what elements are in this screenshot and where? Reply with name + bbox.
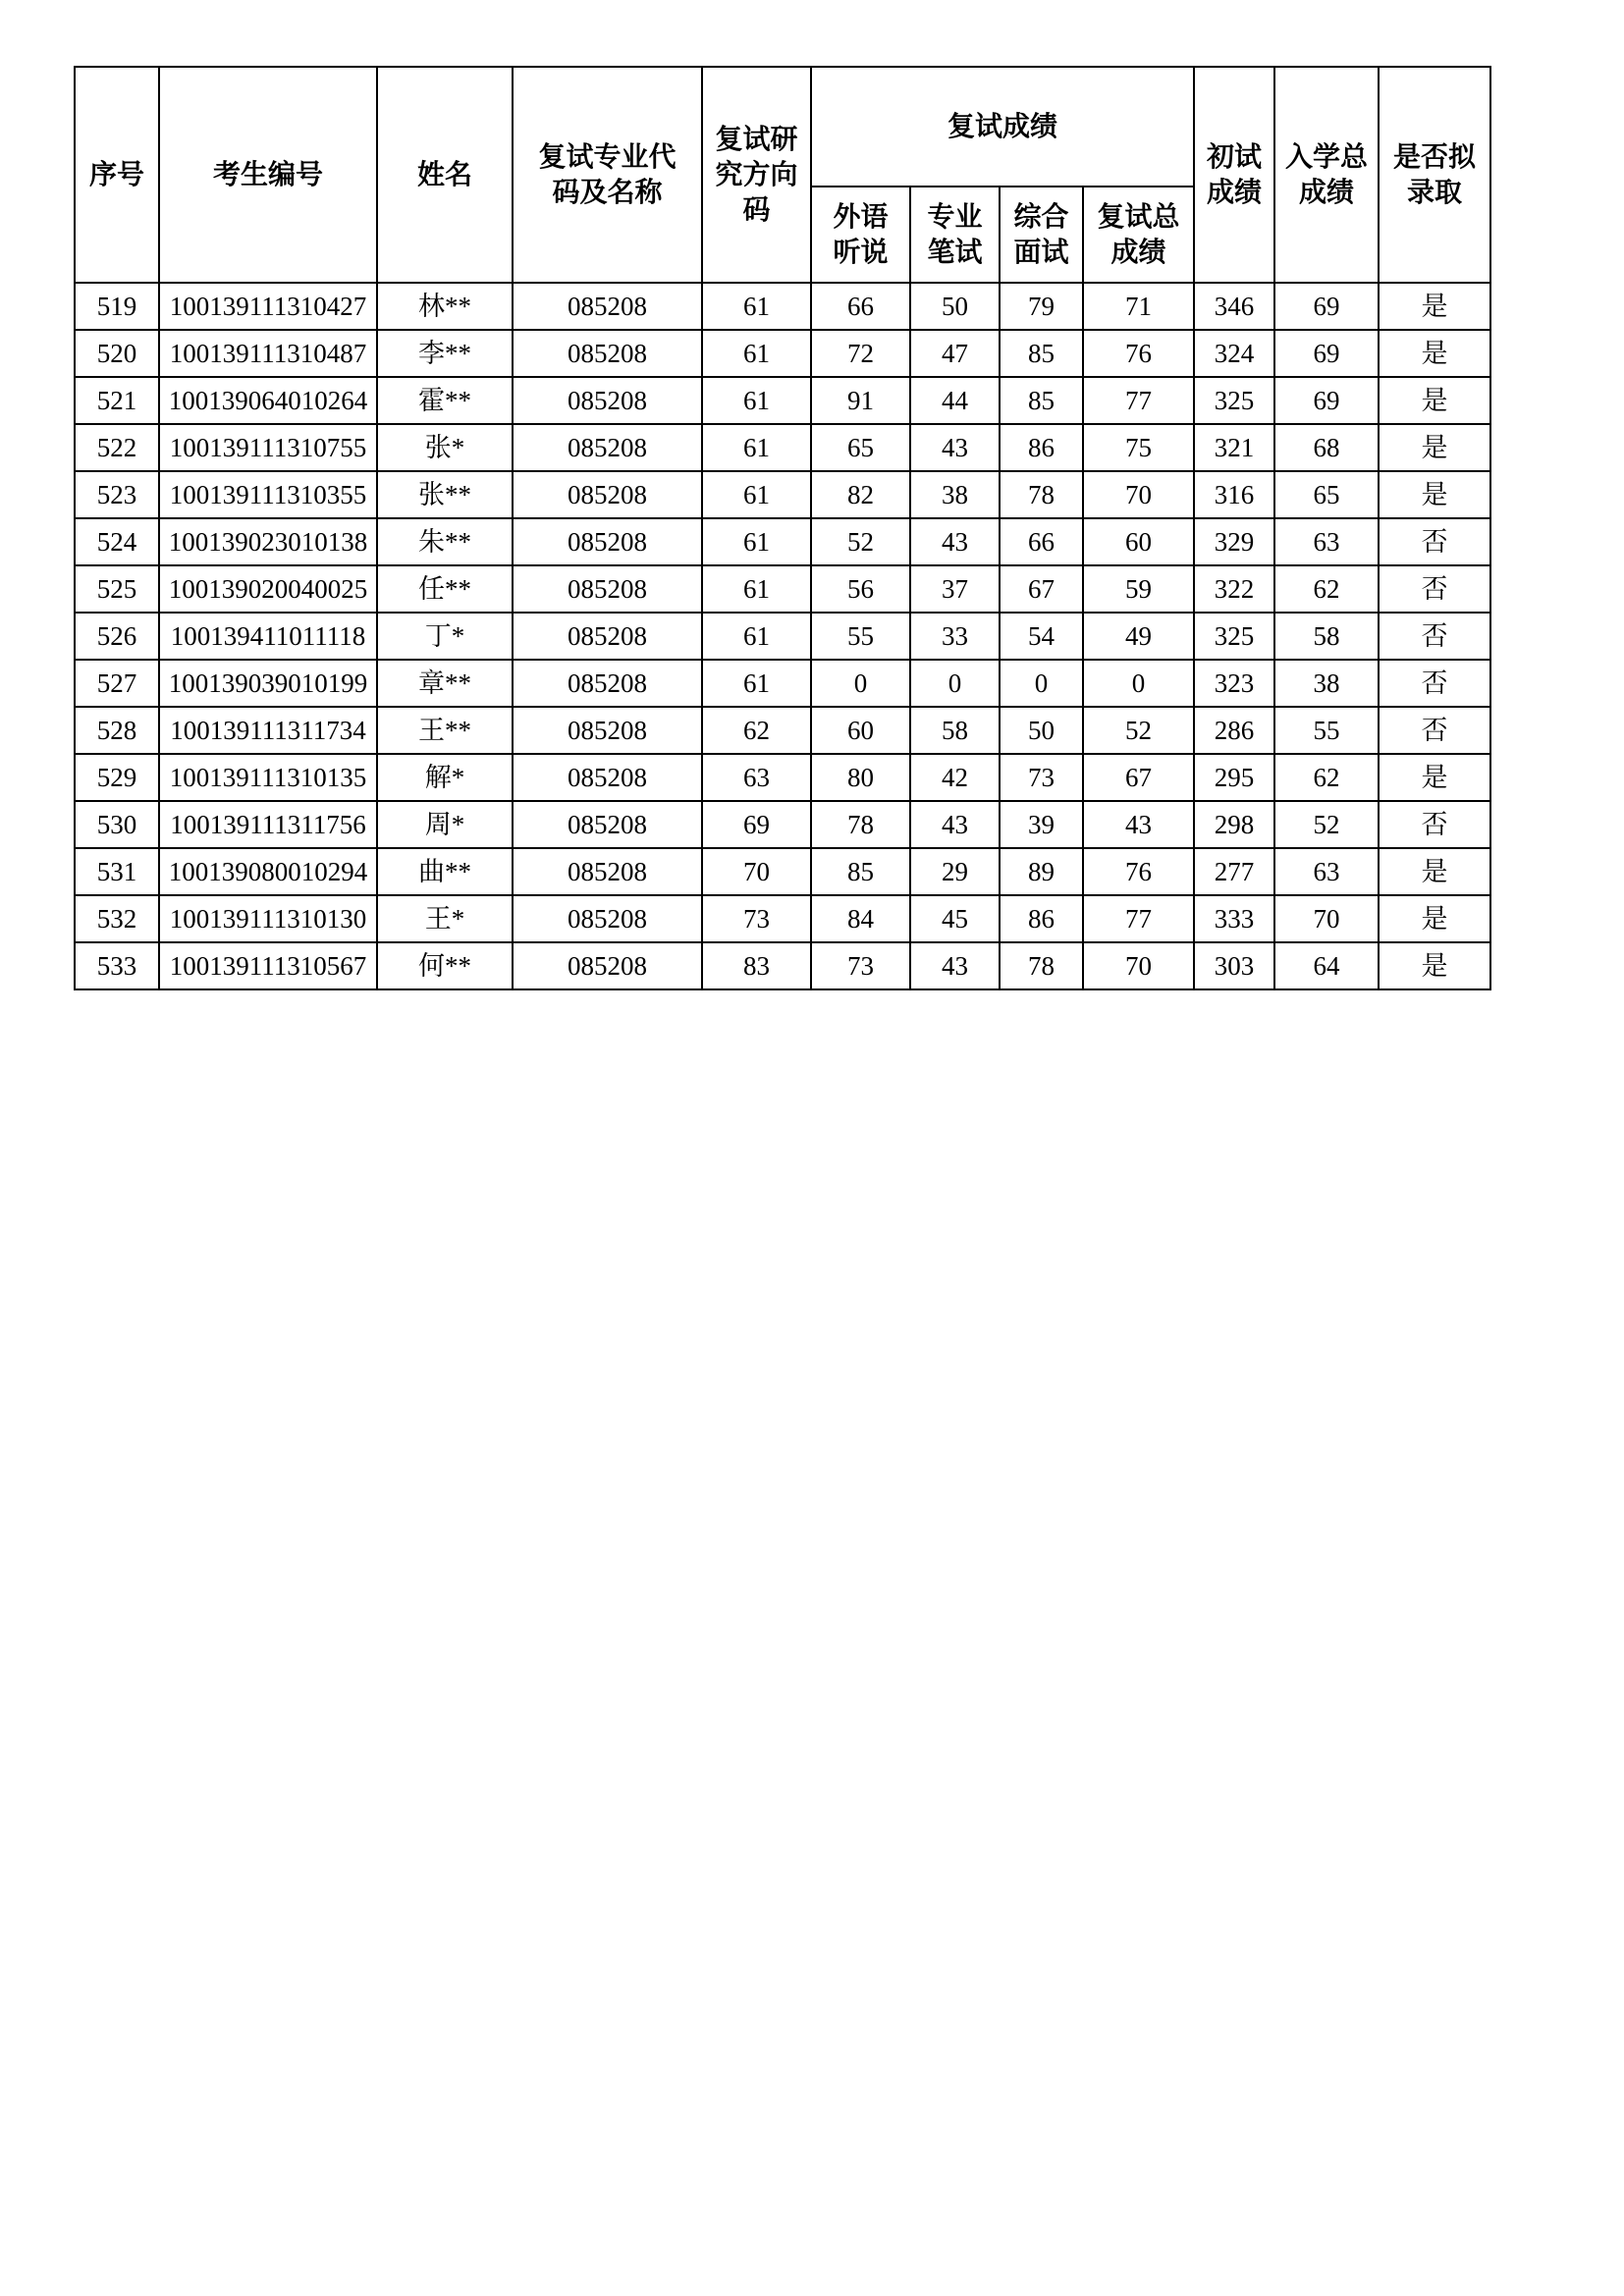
initial-cell: 324 xyxy=(1194,330,1274,377)
table-row xyxy=(75,471,1490,518)
name-cell: 林** xyxy=(377,283,513,330)
admit-cell: 是 xyxy=(1379,942,1490,989)
major-cell: 085208 xyxy=(513,895,702,942)
admission-total-cell: 69 xyxy=(1274,330,1379,377)
initial-cell: 322 xyxy=(1194,565,1274,613)
name-cell: 李** xyxy=(377,330,513,377)
major-cell: 085208 xyxy=(513,283,702,330)
written-cell: 58 xyxy=(910,707,1000,754)
admission-score-table xyxy=(74,66,1491,990)
interview-cell: 79 xyxy=(1000,283,1083,330)
table-row xyxy=(75,330,1490,377)
interview-cell: 50 xyxy=(1000,707,1083,754)
admit-cell: 是 xyxy=(1379,283,1490,330)
admit-cell: 是 xyxy=(1379,377,1490,424)
written-cell: 43 xyxy=(910,942,1000,989)
interview-cell: 0 xyxy=(1000,660,1083,707)
name-cell: 周* xyxy=(377,801,513,848)
admission-total-cell: 69 xyxy=(1274,377,1379,424)
written-cell: 42 xyxy=(910,754,1000,801)
name-cell: 丁* xyxy=(377,613,513,660)
interview-cell: 39 xyxy=(1000,801,1083,848)
retest-total-cell: 77 xyxy=(1083,895,1194,942)
exam-id-cell: 100139111310427 xyxy=(159,283,377,330)
seq-cell: 528 xyxy=(75,707,159,754)
interview-cell: 78 xyxy=(1000,942,1083,989)
interview-cell: 85 xyxy=(1000,377,1083,424)
header-retest-group: 复试成绩 xyxy=(811,67,1194,187)
interview-cell: 78 xyxy=(1000,471,1083,518)
foreign-cell: 56 xyxy=(811,565,910,613)
direction-cell: 62 xyxy=(702,707,811,754)
retest-total-cell: 59 xyxy=(1083,565,1194,613)
admission-total-cell: 68 xyxy=(1274,424,1379,471)
foreign-cell: 85 xyxy=(811,848,910,895)
foreign-cell: 55 xyxy=(811,613,910,660)
table-row xyxy=(75,942,1490,989)
initial-cell: 323 xyxy=(1194,660,1274,707)
admit-cell: 否 xyxy=(1379,565,1490,613)
admission-total-cell: 62 xyxy=(1274,565,1379,613)
foreign-cell: 52 xyxy=(811,518,910,565)
seq-cell: 520 xyxy=(75,330,159,377)
seq-cell: 529 xyxy=(75,754,159,801)
admission-total-cell: 55 xyxy=(1274,707,1379,754)
seq-cell: 533 xyxy=(75,942,159,989)
admission-total-cell: 52 xyxy=(1274,801,1379,848)
retest-total-cell: 52 xyxy=(1083,707,1194,754)
seq-cell: 526 xyxy=(75,613,159,660)
major-cell: 085208 xyxy=(513,801,702,848)
seq-cell: 531 xyxy=(75,848,159,895)
major-cell: 085208 xyxy=(513,424,702,471)
admission-total-cell: 63 xyxy=(1274,518,1379,565)
table-row xyxy=(75,754,1490,801)
direction-cell: 69 xyxy=(702,801,811,848)
major-cell: 085208 xyxy=(513,707,702,754)
major-cell: 085208 xyxy=(513,942,702,989)
retest-total-cell: 75 xyxy=(1083,424,1194,471)
major-cell: 085208 xyxy=(513,565,702,613)
written-cell: 43 xyxy=(910,801,1000,848)
table-body xyxy=(75,283,1490,989)
name-cell: 任** xyxy=(377,565,513,613)
major-cell: 085208 xyxy=(513,377,702,424)
table-row xyxy=(75,613,1490,660)
retest-total-cell: 70 xyxy=(1083,942,1194,989)
table-row xyxy=(75,377,1490,424)
written-cell: 43 xyxy=(910,518,1000,565)
table-row xyxy=(75,424,1490,471)
major-cell: 085208 xyxy=(513,471,702,518)
direction-cell: 61 xyxy=(702,377,811,424)
initial-cell: 295 xyxy=(1194,754,1274,801)
exam-id-cell: 100139111310755 xyxy=(159,424,377,471)
initial-cell: 277 xyxy=(1194,848,1274,895)
exam-id-cell: 100139111310135 xyxy=(159,754,377,801)
foreign-cell: 0 xyxy=(811,660,910,707)
name-cell: 张* xyxy=(377,424,513,471)
seq-cell: 521 xyxy=(75,377,159,424)
interview-cell: 89 xyxy=(1000,848,1083,895)
written-cell: 45 xyxy=(910,895,1000,942)
direction-cell: 61 xyxy=(702,471,811,518)
interview-cell: 66 xyxy=(1000,518,1083,565)
foreign-cell: 84 xyxy=(811,895,910,942)
retest-total-cell: 71 xyxy=(1083,283,1194,330)
interview-cell: 54 xyxy=(1000,613,1083,660)
seq-cell: 530 xyxy=(75,801,159,848)
direction-cell: 61 xyxy=(702,660,811,707)
exam-id-cell: 100139111310567 xyxy=(159,942,377,989)
seq-cell: 527 xyxy=(75,660,159,707)
major-cell: 085208 xyxy=(513,660,702,707)
written-cell: 0 xyxy=(910,660,1000,707)
retest-total-cell: 49 xyxy=(1083,613,1194,660)
name-cell: 王** xyxy=(377,707,513,754)
written-cell: 44 xyxy=(910,377,1000,424)
name-cell: 朱** xyxy=(377,518,513,565)
foreign-cell: 80 xyxy=(811,754,910,801)
exam-id-cell: 100139111311756 xyxy=(159,801,377,848)
table-row xyxy=(75,848,1490,895)
table-row xyxy=(75,660,1490,707)
direction-cell: 63 xyxy=(702,754,811,801)
interview-cell: 86 xyxy=(1000,895,1083,942)
initial-cell: 303 xyxy=(1194,942,1274,989)
retest-total-cell: 76 xyxy=(1083,848,1194,895)
foreign-cell: 72 xyxy=(811,330,910,377)
direction-cell: 61 xyxy=(702,283,811,330)
header-admit: 是否拟录取 xyxy=(1379,67,1490,283)
direction-cell: 61 xyxy=(702,424,811,471)
direction-cell: 61 xyxy=(702,613,811,660)
major-cell: 085208 xyxy=(513,848,702,895)
table-row xyxy=(75,283,1490,330)
admit-cell: 是 xyxy=(1379,848,1490,895)
table-row xyxy=(75,518,1490,565)
name-cell: 何** xyxy=(377,942,513,989)
admit-cell: 否 xyxy=(1379,613,1490,660)
admit-cell: 否 xyxy=(1379,518,1490,565)
interview-cell: 67 xyxy=(1000,565,1083,613)
admission-total-cell: 38 xyxy=(1274,660,1379,707)
foreign-cell: 82 xyxy=(811,471,910,518)
table-row xyxy=(75,565,1490,613)
name-cell: 解* xyxy=(377,754,513,801)
seq-cell: 524 xyxy=(75,518,159,565)
admission-total-cell: 65 xyxy=(1274,471,1379,518)
exam-id-cell: 100139111310487 xyxy=(159,330,377,377)
initial-cell: 298 xyxy=(1194,801,1274,848)
admit-cell: 是 xyxy=(1379,330,1490,377)
seq-cell: 525 xyxy=(75,565,159,613)
header-admission-total: 入学总成绩 xyxy=(1274,67,1379,283)
direction-cell: 61 xyxy=(702,518,811,565)
initial-cell: 325 xyxy=(1194,377,1274,424)
foreign-cell: 60 xyxy=(811,707,910,754)
major-cell: 085208 xyxy=(513,518,702,565)
seq-cell: 519 xyxy=(75,283,159,330)
header-foreign: 外语听说 xyxy=(811,187,910,283)
exam-id-cell: 100139111310130 xyxy=(159,895,377,942)
retest-total-cell: 0 xyxy=(1083,660,1194,707)
initial-cell: 316 xyxy=(1194,471,1274,518)
seq-cell: 532 xyxy=(75,895,159,942)
exam-id-cell: 100139111310355 xyxy=(159,471,377,518)
interview-cell: 73 xyxy=(1000,754,1083,801)
initial-cell: 346 xyxy=(1194,283,1274,330)
written-cell: 43 xyxy=(910,424,1000,471)
initial-cell: 325 xyxy=(1194,613,1274,660)
foreign-cell: 73 xyxy=(811,942,910,989)
exam-id-cell: 100139411011118 xyxy=(159,613,377,660)
initial-cell: 286 xyxy=(1194,707,1274,754)
admit-cell: 否 xyxy=(1379,801,1490,848)
written-cell: 38 xyxy=(910,471,1000,518)
exam-id-cell: 100139080010294 xyxy=(159,848,377,895)
admission-total-cell: 62 xyxy=(1274,754,1379,801)
admission-total-cell: 63 xyxy=(1274,848,1379,895)
table-row xyxy=(75,895,1490,942)
initial-cell: 333 xyxy=(1194,895,1274,942)
major-cell: 085208 xyxy=(513,330,702,377)
foreign-cell: 66 xyxy=(811,283,910,330)
major-cell: 085208 xyxy=(513,613,702,660)
header-seq: 序号 xyxy=(75,67,159,283)
exam-id-cell: 100139023010138 xyxy=(159,518,377,565)
initial-cell: 321 xyxy=(1194,424,1274,471)
seq-cell: 523 xyxy=(75,471,159,518)
direction-cell: 83 xyxy=(702,942,811,989)
header-retest-total: 复试总成绩 xyxy=(1083,187,1194,283)
foreign-cell: 91 xyxy=(811,377,910,424)
admit-cell: 是 xyxy=(1379,895,1490,942)
admit-cell: 否 xyxy=(1379,707,1490,754)
seq-cell: 522 xyxy=(75,424,159,471)
name-cell: 王* xyxy=(377,895,513,942)
header-interview: 综合面试 xyxy=(1000,187,1083,283)
table-row xyxy=(75,801,1490,848)
admission-total-cell: 64 xyxy=(1274,942,1379,989)
direction-cell: 70 xyxy=(702,848,811,895)
admission-total-cell: 70 xyxy=(1274,895,1379,942)
direction-cell: 61 xyxy=(702,330,811,377)
admission-total-cell: 58 xyxy=(1274,613,1379,660)
interview-cell: 86 xyxy=(1000,424,1083,471)
header-name: 姓名 xyxy=(377,67,513,283)
name-cell: 曲** xyxy=(377,848,513,895)
foreign-cell: 65 xyxy=(811,424,910,471)
exam-id-cell: 100139064010264 xyxy=(159,377,377,424)
written-cell: 33 xyxy=(910,613,1000,660)
exam-id-cell: 100139111311734 xyxy=(159,707,377,754)
direction-cell: 61 xyxy=(702,565,811,613)
header-major: 复试专业代码及名称 xyxy=(513,67,702,283)
written-cell: 37 xyxy=(910,565,1000,613)
direction-cell: 73 xyxy=(702,895,811,942)
name-cell: 张** xyxy=(377,471,513,518)
admit-cell: 是 xyxy=(1379,471,1490,518)
retest-total-cell: 43 xyxy=(1083,801,1194,848)
initial-cell: 329 xyxy=(1194,518,1274,565)
exam-id-cell: 100139020040025 xyxy=(159,565,377,613)
header-written: 专业笔试 xyxy=(910,187,1000,283)
header-exam-id: 考生编号 xyxy=(159,67,377,283)
name-cell: 章** xyxy=(377,660,513,707)
header-initial: 初试成绩 xyxy=(1194,67,1274,283)
header-direction: 复试研究方向码 xyxy=(702,67,811,283)
retest-total-cell: 60 xyxy=(1083,518,1194,565)
major-cell: 085208 xyxy=(513,754,702,801)
written-cell: 50 xyxy=(910,283,1000,330)
interview-cell: 85 xyxy=(1000,330,1083,377)
written-cell: 47 xyxy=(910,330,1000,377)
retest-total-cell: 70 xyxy=(1083,471,1194,518)
admit-cell: 是 xyxy=(1379,754,1490,801)
admission-total-cell: 69 xyxy=(1274,283,1379,330)
name-cell: 霍** xyxy=(377,377,513,424)
admit-cell: 是 xyxy=(1379,424,1490,471)
foreign-cell: 78 xyxy=(811,801,910,848)
exam-id-cell: 100139039010199 xyxy=(159,660,377,707)
retest-total-cell: 76 xyxy=(1083,330,1194,377)
table-row xyxy=(75,707,1490,754)
retest-total-cell: 67 xyxy=(1083,754,1194,801)
admit-cell: 否 xyxy=(1379,660,1490,707)
written-cell: 29 xyxy=(910,848,1000,895)
retest-total-cell: 77 xyxy=(1083,377,1194,424)
